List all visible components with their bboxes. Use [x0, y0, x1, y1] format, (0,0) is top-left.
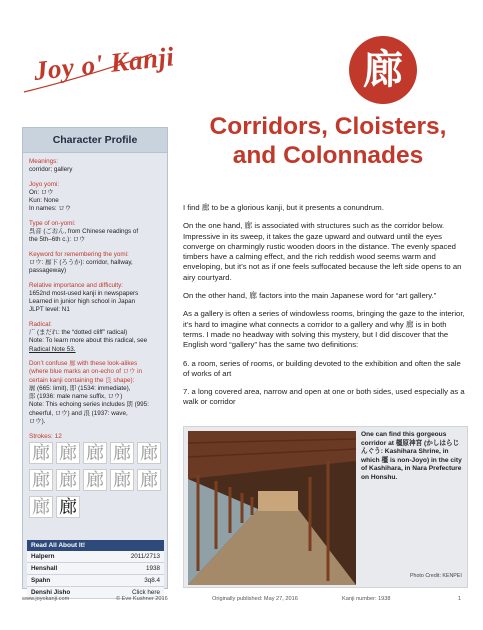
stroke-order-cell: 廊 — [29, 469, 53, 491]
article-paragraph: On the other hand, 廊 factors into the main Japanese word for “art gallery.” — [183, 291, 437, 301]
joyo-yomi-heading: Joyo yomi: — [29, 180, 60, 188]
look-alikes-heading: certain kanji containing the 良 shape): — [29, 376, 135, 384]
photo-caption: One can find this gorgeous corridor at 橿原神宮 (かしはらじんぐう: Kashihara Shrine, in which 橿 is non-Joyo) in the city of Kashihara, in Nara Prefecture on Honshu. — [361, 431, 462, 481]
look-alikes-heading: Don’t confuse 廊 with these look-alikes — [29, 359, 138, 367]
article-paragraph: I find 廊 to be a glorious kanji, but it presents a conundrum. — [183, 203, 384, 212]
on-yomi-type-line: the 5th–6th c.): ロウ — [29, 236, 86, 244]
importance-line: Learned in junior high school in Japan — [29, 298, 136, 306]
meanings-heading: Meanings: — [29, 158, 59, 165]
reference-name: Henshall — [31, 565, 58, 572]
article-title-line: and Colonnades — [232, 142, 424, 169]
featured-kanji-badge: 廊 — [349, 36, 417, 104]
strokes-label: Strokes: 12 — [29, 433, 62, 440]
look-alikes-line: 郎 (1936: male name suffix, ロウ) — [29, 393, 123, 401]
sidebar-title: Character Profile — [23, 128, 167, 153]
article-title-line: Corridors, Cloisters, — [209, 113, 447, 140]
article-body — [183, 203, 468, 416]
article-paragraph: On the one hand, 廊 is associated with structures such as the corridor below. Impressive in its sweep, it takes the gaze upward and outward until the eyes converge on charmingly rustic wooden doors in the distance. The evenly spaced timbers have a calming effect, and the rich reddish wood seems warm and enveloping, but it’s not as if one feels suffocated because the left side opens to an airy courtyard. — [183, 221, 462, 282]
meanings-text: corridor; gallery — [29, 166, 73, 174]
joy-o-kanji-logo — [22, 41, 176, 98]
look-alikes-heading: (where blue marks an on-echo of ロウ in — [29, 368, 143, 376]
stroke-order-cell: 廊 — [83, 442, 107, 464]
photo-credit: Photo Credit: KENPEI — [410, 573, 462, 579]
article-title — [180, 112, 476, 170]
look-alikes-line: cheerful, ロウ) and 浪 (1937: wave, — [29, 409, 128, 417]
definition-paragraph: 6. a room, series of rooms, or building devoted to the exhibition and often the sale of works of art — [183, 358, 461, 378]
stroke-order-cell-final: 廊 — [56, 496, 80, 518]
radical-line: Note: To learn more about this radical, see — [29, 337, 148, 345]
read-all-about-it-table — [27, 540, 164, 599]
kun-reading: Kun: None — [29, 197, 59, 205]
corridor-illustration — [188, 431, 356, 585]
page-footer — [22, 596, 468, 608]
read-all-about-it-heading: Read All About It! — [27, 540, 164, 551]
reference-name: Spahn — [31, 577, 51, 584]
on-reading: On: ロウ — [29, 188, 54, 196]
importance-line: 1652nd most-used kanji in newspapers — [29, 289, 139, 297]
reference-value: 1938 — [145, 565, 160, 572]
stroke-order-cell: 廊 — [29, 496, 53, 518]
reference-name: Halpern — [31, 553, 55, 560]
radical-heading: Radical: — [29, 320, 52, 328]
meanings-section — [29, 158, 164, 175]
stroke-order-cell: 廊 — [29, 442, 53, 464]
stroke-order-cell: 廊 — [56, 442, 80, 464]
radical-note-link[interactable]: Radical Note 53. — [29, 345, 76, 353]
footer-published: Originally published: May 27, 2016 — [212, 596, 298, 602]
on-yomi-type-line: 呉音 (ごおん, from Chinese readings of — [29, 228, 139, 236]
footer-copyright: © Eve Kushner 2016 — [116, 596, 168, 602]
stroke-order-cell: 廊 — [110, 469, 134, 491]
corridor-photo — [188, 431, 356, 585]
stroke-order-cell: 廊 — [56, 469, 80, 491]
sidebar-body — [29, 158, 164, 432]
look-alikes-line: 廓 (665: limit), 即 (1534: immediate), — [29, 384, 131, 392]
stroke-order-cell: 廊 — [110, 442, 134, 464]
keyword-heading: Keyword for remembering the yomi: — [29, 250, 129, 258]
reference-row — [27, 551, 164, 563]
keyword-section — [29, 251, 164, 276]
footer-kanji-number: Kanji number: 1938 — [342, 596, 391, 602]
joyo-yomi-section — [29, 181, 164, 214]
stroke-order-cell: 廊 — [137, 442, 161, 464]
importance-line: JLPT level: N1 — [29, 306, 70, 314]
keyword-line: ロウ: 廊下 (ろうか): corridor, hallway, — [29, 258, 133, 266]
on-yomi-type-section — [29, 220, 164, 245]
reference-value: 3q8.4 — [144, 577, 160, 584]
importance-heading: Relative importance and difficulty: — [29, 281, 124, 289]
reference-name: Denshi Jisho — [31, 589, 71, 596]
character-profile-sidebar — [22, 127, 168, 596]
stroke-order-cell: 廊 — [137, 469, 161, 491]
stroke-order-cell: 廊 — [83, 469, 107, 491]
importance-section — [29, 282, 164, 315]
footer-site: www.joyokanji.com — [22, 596, 70, 602]
look-alikes-section — [29, 360, 164, 426]
look-alikes-line: Note: This echoing series includes 朗 (995: — [29, 401, 149, 409]
names-reading: In names: ロウ — [29, 205, 71, 213]
radical-line: 广 (まだれ: the “dotted cliff” radical) — [29, 329, 128, 337]
on-yomi-type-heading: Type of on-yomi: — [29, 219, 76, 227]
reference-value: 2011/2713 — [130, 553, 160, 560]
reference-row — [27, 575, 164, 587]
definition-paragraph: 7. a long covered area, narrow and open at one or both sides, used especially as a walk or corridor — [183, 387, 465, 407]
logo-text: Joy o' Kanji — [32, 41, 176, 86]
radical-section — [29, 321, 164, 354]
look-alikes-line: ロウ). — [29, 418, 46, 426]
keyword-line: passageway) — [29, 267, 67, 275]
denshi-jisho-link[interactable]: Click here — [132, 589, 160, 596]
footer-page-number: 1 — [458, 596, 462, 602]
reference-row — [27, 563, 164, 575]
article-paragraph: As a gallery is often a series of windowless rooms, bringing the gaze to the interior, it’s hard to imagine what connects a corridor to a gallery and why 廊 is in both terms. I made no headway with solving this mystery, but I did discover that the English word “gallery” has the same two definitions: — [183, 309, 465, 350]
